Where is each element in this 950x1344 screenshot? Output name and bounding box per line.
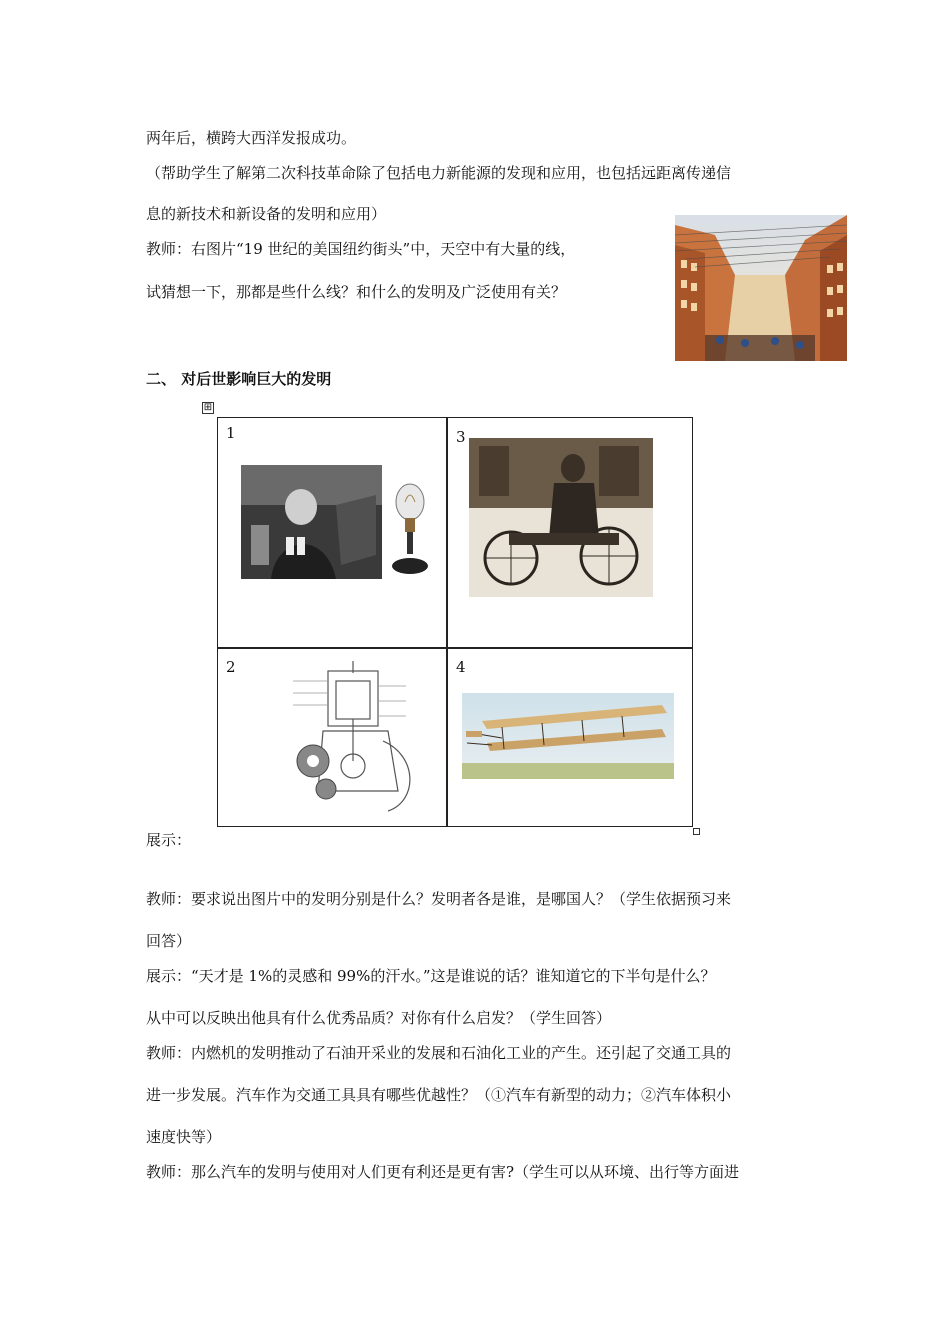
table-divider (446, 418, 448, 826)
nyc-street-photo (675, 215, 847, 361)
text-line: 试猜想一下，那都是些什么线？和什么的发明及广泛使用有关？ (146, 283, 567, 301)
section-heading: 二、 对后世影响巨大的发明 (146, 370, 332, 388)
text-line: 教师：要求说出图片中的发明分别是什么？发明者各是谁，是哪国人？（学生依据预习来 (146, 890, 732, 908)
table-divider (218, 647, 692, 649)
text-line: 息的新技术和新设备的发明和应用） (146, 205, 387, 223)
table-resize-handle[interactable] (693, 828, 700, 835)
text-line: （帮助学生了解第二次科技革命除了包括电力新能源的发现和应用，也包括远距离传递信 (146, 164, 732, 182)
engine-diagram (288, 661, 420, 821)
lightbulb-photo (389, 478, 431, 578)
text-line: 教师：右图片“19 世纪的美国纽约街头”中，天空中有大量的线， (146, 240, 576, 258)
edison-photo (241, 465, 382, 579)
text-line: 回答） (146, 932, 192, 950)
cell-number: 1 (226, 424, 236, 442)
text-line: 展示： (146, 831, 192, 849)
car-photo (469, 438, 653, 597)
cell-number: 4 (456, 658, 466, 676)
cell-number: 3 (456, 428, 466, 446)
text-line: 教师：内燃机的发明推动了石油开采业的发展和石油化工业的产生。还引起了交通工具的 (146, 1044, 732, 1062)
cell-number: 2 (226, 658, 236, 676)
airplane-photo (462, 693, 674, 779)
text-line: 从中可以反映出他具有什么优秀品质？对你有什么启发？（学生回答） (146, 1009, 612, 1027)
text-line: 展示：“天才是 1%的灵感和 99%的汗水。”这是谁说的话？谁知道它的下半句是什么？ (146, 967, 716, 985)
text-line: 速度快等） (146, 1128, 222, 1146)
text-line: 教师：那么汽车的发明与使用对人们更有利还是更有害?（学生可以从环境、出行等方面进 (146, 1163, 740, 1181)
text-line: 进一步发展。汽车作为交通工具具有哪些优越性？（①汽车有新型的动力；②汽车体积小 (146, 1086, 732, 1104)
table-move-handle-icon[interactable]: ⊞ (203, 402, 213, 413)
text-line: 两年后，横跨大西洋发报成功。 (146, 129, 357, 147)
